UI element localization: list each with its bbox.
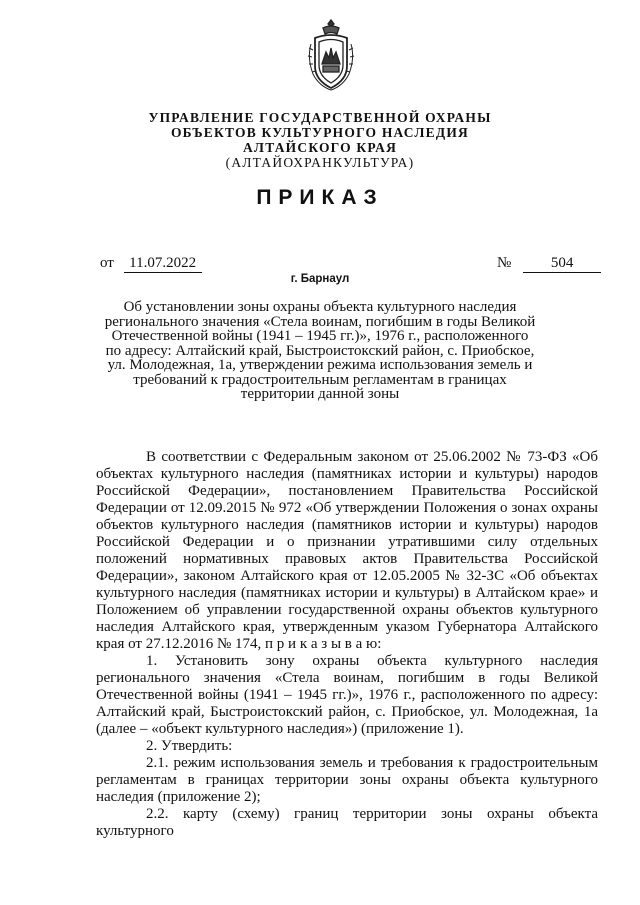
city: г. Барнаул <box>290 273 350 285</box>
document-body <box>96 449 598 840</box>
date-value: 11.07.2022 <box>124 254 202 273</box>
title-line: требований к градостроительным регламентам в границах <box>133 371 507 388</box>
document-type: ПРИКАЗ <box>256 186 384 209</box>
body-paragraph: 1. Установить зону охраны объекта культурного наследия регионального значения «Стела воинам, погибшим в годы Великой Отечественной войны (1941 – 1945 гг.)», 1976 г., расположенного по адресу: Алтайский край, Быстроистокский район, с. Приобское, ул. Молодежная, 1а (далее – «объект культурного наследия») (приложение 1). <box>96 653 598 737</box>
title-line: ул. Молодежная, 1а, утверждении режима использования земель и <box>107 357 533 373</box>
altai-krai-coat-of-arms-icon <box>303 14 359 94</box>
org-line-3: АЛТАЙСКОГО КРАЯ <box>242 140 398 155</box>
body-paragraph: 2.1. режим использования земель и требования к градостроительным регламентам в границах территории зоны охраны объекта культурного наследия (приложение 2); <box>96 755 598 805</box>
number-sign: № <box>497 255 512 271</box>
date-field <box>100 254 202 273</box>
title-line: Об установлении зоны охраны объекта культурного наследия <box>123 299 517 315</box>
number-field <box>497 254 601 273</box>
title-line: Отечественной войны (1941 – 1945 гг.)», 1976 г., расположенного <box>111 328 529 344</box>
title-line: территории данной зоны <box>240 386 400 402</box>
org-short-name: (АЛТАЙОХРАНКУЛЬТУРА) <box>225 155 415 170</box>
organization-name <box>0 110 640 170</box>
body-paragraph: 2.2. карту (схему) границ территории зоны охраны объекта культурного <box>96 806 598 839</box>
org-line-2: ОБЪЕКТОВ КУЛЬТУРНОГО НАСЛЕДИЯ <box>170 125 470 140</box>
document-title <box>90 300 550 402</box>
title-line: по адресу: Алтайский край, Быстроистокский район, с. Приобское, <box>105 342 535 359</box>
number-value: 504 <box>523 254 601 273</box>
date-prefix: от <box>100 255 114 271</box>
body-paragraph: В соответствии с Федеральным законом от 25.06.2002 № 73-ФЗ «Об объектах культурного наследия (памятниках истории и культуры) народов Российской Федерации», постановлением Правительства Российской Федерации от 12.09.2015 № 972 «Об утверждении Положения о зонах охраны объектов культурного наследия (памятников истории и культуры) народов Российской Федерации и о признании утратившими силу отдельных положений нормативных правовых актов Правительства Российской Федерации», законом Алтайского края от 12.05.2005 № 32-ЗС «Об объектах культурного наследия (памятниках истории и культуры) в Алтайском крае» и Положением об управлении государственной охраны объектов культурного наследия Алтайского края, утвержденным указом Губернатора Алтайского края от 27.12.2016 № 174, п р и к а з ы в а ю: <box>96 449 598 652</box>
body-paragraph: 2. Утвердить: <box>146 738 233 754</box>
title-line: регионального значения «Стела воинам, погибшим в годы Великой <box>104 313 536 330</box>
org-line-1: УПРАВЛЕНИЕ ГОСУДАРСТВЕННОЙ ОХРАНЫ <box>148 110 492 125</box>
